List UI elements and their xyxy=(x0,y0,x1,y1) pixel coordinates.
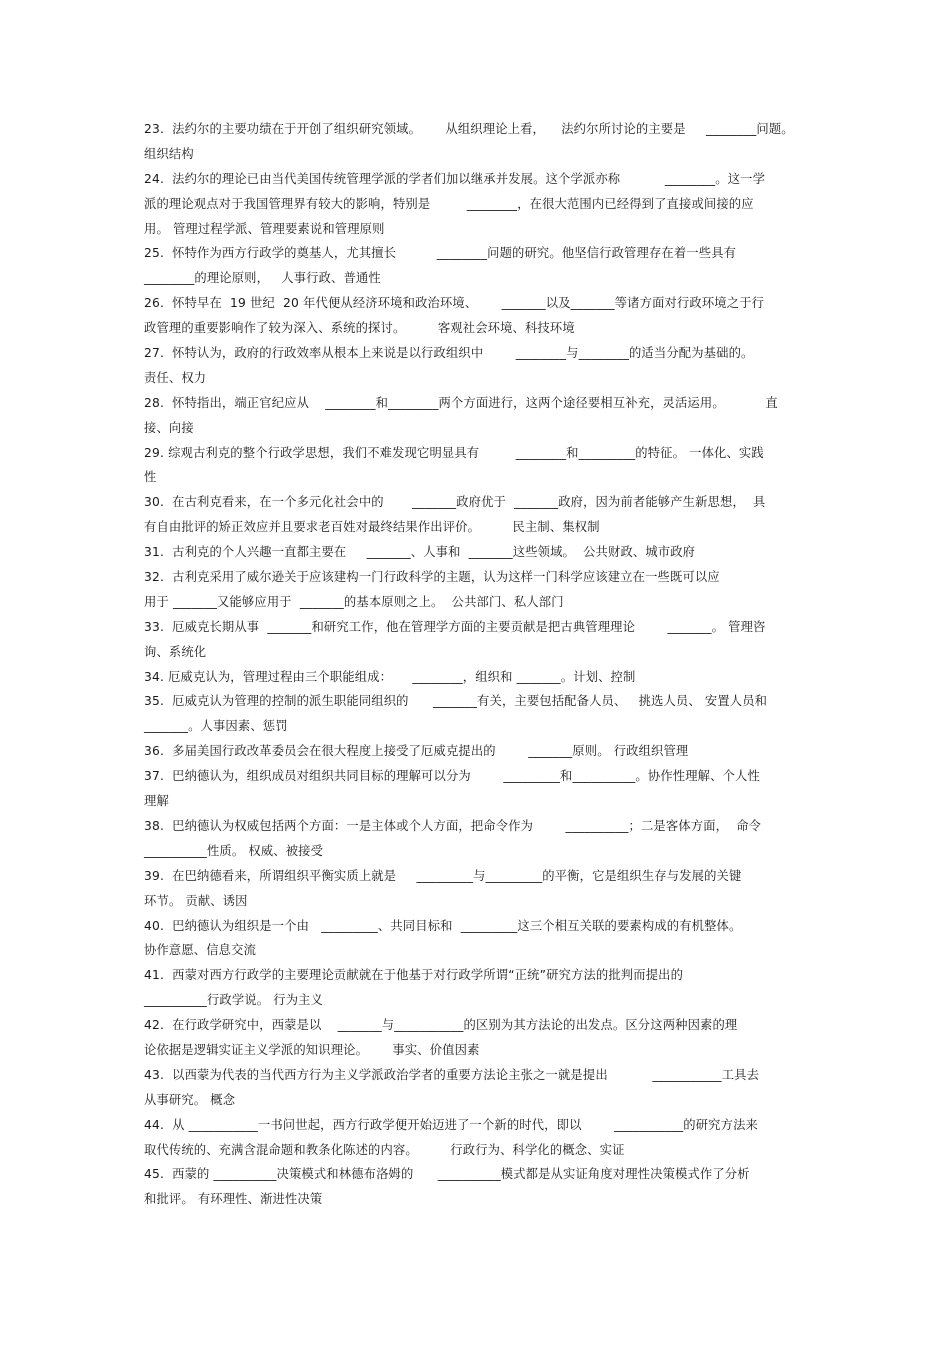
text-line: 询、系统化 xyxy=(144,644,207,659)
text-line: 27. 怀特认为，政府的行政效率从根本上来说是以行政组织中 ________与________的适当分配为基础的。 xyxy=(144,346,754,361)
text-line: 37. 巴纳德认为，组织成员对组织共同目标的理解可以分为 _________和__________。协作性理解、个人性 xyxy=(144,769,760,784)
text-line: 论依据是逻辑实证主义学派的知识理论。 事实、价值因素 xyxy=(144,1042,480,1057)
text-line: 从事研究。 概念 xyxy=(144,1092,236,1107)
text-line: 35. 厄威克认为管理的控制的派生职能同组织的 _______有关，主要包括配备人员、 挑选人员、 安置人员和 xyxy=(144,694,768,709)
text-line: 26. 怀特早在 19 世纪 20 年代便从经济环境和政治环境、 _______以及_______等诸方面对行政环境之于行 xyxy=(144,296,765,311)
text-line: ________的理论原则， 人事行政、普通性 xyxy=(144,271,381,286)
text-line: 组织结构 xyxy=(144,146,194,161)
text-line: _______。人事因素、惩罚 xyxy=(144,719,288,734)
text-line: 45. 西蒙的 __________决策模式和林德布洛姆的 __________模式都是从实证角度对理性决策模式作了分析 xyxy=(144,1167,750,1182)
text-line: 有自由批评的矫正效应并且要求老百姓对最终结果作出评价。 民主制、集权制 xyxy=(144,520,600,535)
text-line: 36. 多届美国行政改革委员会在很大程度上接受了厄威克提出的 _______原则。 行政组织管理 xyxy=(144,744,689,759)
text-line: 接、向接 xyxy=(144,420,194,435)
text-line: 取代传统的、充满含混命题和教条化陈述的内容。 行政行为、科学化的概念、实证 xyxy=(144,1142,625,1157)
text-line: __________性质。 权威、被接受 xyxy=(144,843,324,858)
text-line: 协作意愿、信息交流 xyxy=(144,943,257,958)
text-line: 理解 xyxy=(144,794,169,809)
text-line: 32. 古利克采用了威尔逊关于应该建构一门行政科学的主题，认为这样一门科学应该建立在一些既可以应 xyxy=(144,570,720,585)
text-line: 39. 在巴纳德看来，所谓组织平衡实质上就是 _________与_________的平衡，它是组织生存与发展的关键 xyxy=(144,868,742,883)
text-line: 环节。 贡献、诱因 xyxy=(144,893,248,908)
text-line: 34. 厄威克认为，管理过程由三个职能组成： ________，组织和 _______。计划、控制 xyxy=(144,669,636,684)
text-line: 28. 怀特指出，端正官纪应从 ________和________两个方面进行，这两个途径要相互补充，灵活运用。 直 xyxy=(144,395,778,410)
text-line: 42. 在行政学研究中，西蒙是以 _______与___________的区别为其方法论的出发点。区分这两种因素的理 xyxy=(144,1018,738,1033)
text-line: 41. 西蒙对西方行政学的主要理论贡献就在于他基于对行政学所谓“正统”研究方法的批判而提出的 xyxy=(144,968,684,983)
text-line: 性 xyxy=(144,470,157,485)
text-line: 30. 在古利克看来，在一个多元化社会中的 _______政府优于 _______政府，因为前者能够产生新思想， 具 xyxy=(144,495,766,510)
text-line: 43. 以西蒙为代表的当代西方行为主义学派政治学者的重要方法论主张之一就是提出 ___________工具去 xyxy=(144,1067,760,1082)
text-line: 40. 巴纳德认为组织是一个由 _________、共同目标和 _________这三个相互关联的要素构成的有机整体。 xyxy=(144,918,742,933)
text-line: 政管理的重要影响作了较为深入、系统的探讨。 客观社会环境、科技环境 xyxy=(144,321,575,336)
text-line: 23. 法约尔的主要功绩在于开创了组织研究领域。 从组织理论上看， 法约尔所讨论的主要是 ________问题。 xyxy=(144,122,794,136)
text-line: 31. 古利克的个人兴趣一直都主要在 _______、人事和 _______这些领域。 公共财政、城市政府 xyxy=(144,545,696,560)
text-line: 派的理论观点对于我国管理界有较大的影响，特别是 ________，在很大范围内已经得到了直接或间接的应 xyxy=(144,196,754,211)
text-line: 25. 怀特作为西方行政学的奠基人，尤其擅长 ________问题的研究。他坚信行政管理存在着一些具有 xyxy=(144,246,737,261)
text-line: 33. 厄威克长期从事 _______和研究工作，他在管理学方面的主要贡献是把古典管理理论 _______。 管理咨 xyxy=(144,619,766,634)
text-line: 29. 综观古利克的整个行政学思想，我们不难发现它明显具有 ________和_________的特征。 一体化、实践 xyxy=(144,445,764,460)
text-line: 44. 从 ___________一书问世起，西方行政学便开始迈进了一个新的时代，即以 ___________的研究方法来 xyxy=(144,1117,758,1132)
text-line: 用于 _______又能够应用于 _______的基本原则之上。 公共部门、私人部门 xyxy=(144,594,564,609)
text-line: 用。 管理过程学派、管理要素说和管理原则 xyxy=(144,221,385,236)
text-line: 责任、权力 xyxy=(144,370,207,385)
text-line: 38. 巴纳德认为权威包括两个方面：一是主体或个人方面，把命令作为 __________；二是客体方面， 命令 xyxy=(144,818,762,833)
text-line: 和批评。 有环理性、渐进性决策 xyxy=(144,1192,323,1207)
text-line: 24. 法约尔的理论已由当代美国传统管理学派的学者们加以继承并发展。这个学派亦称 ________。这一学 xyxy=(144,171,766,186)
text-line: __________行政学说。 行为主义 xyxy=(144,993,324,1008)
